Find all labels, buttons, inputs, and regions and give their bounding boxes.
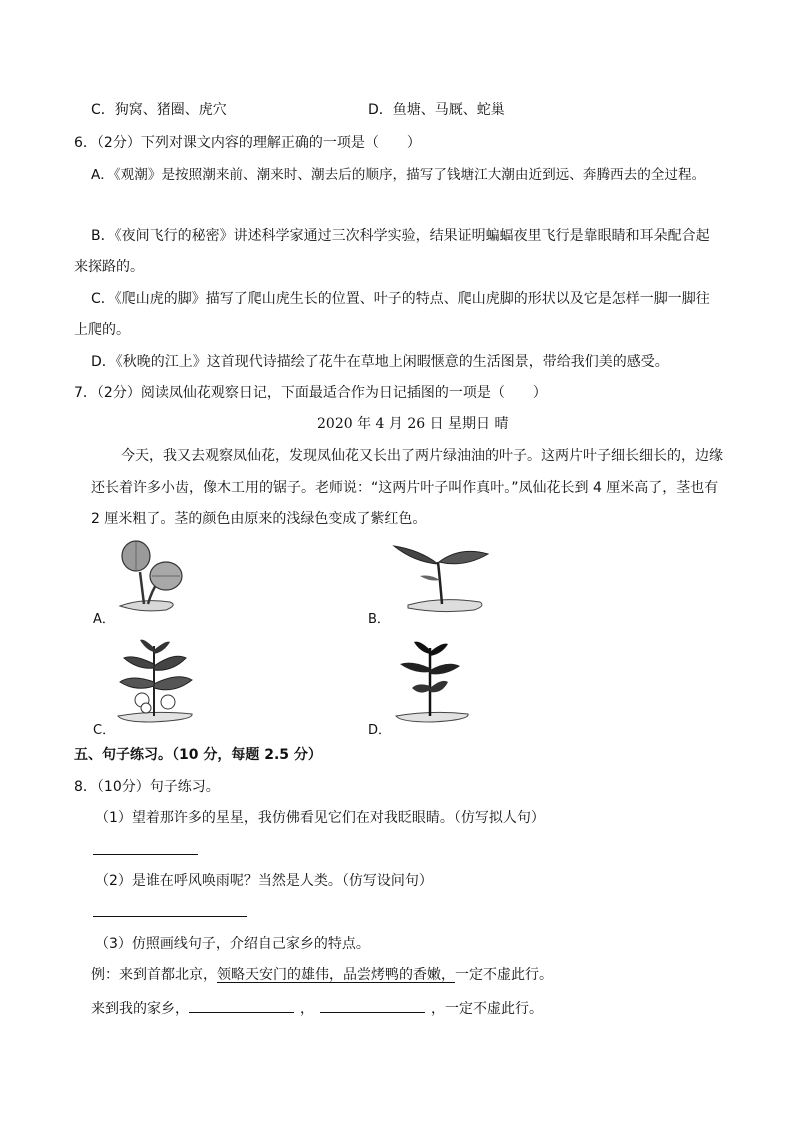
image-c-label: C．: [93, 723, 116, 738]
q8-stem: 8．（10分）句子练习。: [74, 779, 220, 795]
diary-date: 2020 年 4 月 26 日 星期日 晴: [317, 416, 509, 432]
example-prefix: 例：来到首都北京，: [91, 967, 217, 983]
diary-para-line1: 今天，我又去观察凤仙花，发现凤仙花又长出了两片绿油油的叶子。这两片叶子细长细长的，边缘: [121, 448, 723, 464]
example-underlined: 领略天安门的雄伟，品尝烤鸭的香嫩，: [217, 967, 455, 983]
q5-option-c: C．狗窝、猪圈、虎穴: [91, 102, 227, 118]
q6-option-b-line2: 来探路的。: [74, 259, 144, 275]
plant-image-a[interactable]: [112, 540, 192, 615]
q8-sub3: （3）仿照画线句子，介绍自己家乡的特点。: [95, 936, 370, 952]
q6-option-c-line2: 上爬的。: [74, 322, 130, 338]
image-a-label: A．: [93, 612, 115, 627]
fill-prefix: 来到我的家乡，: [91, 1001, 189, 1017]
q5-option-d: D．鱼塘、马厩、蛇巢: [368, 102, 505, 118]
fill-suffix: ，一定不虚此行。: [431, 1001, 543, 1017]
fill-blank-2[interactable]: [320, 998, 425, 1013]
image-d-label: D．: [368, 723, 392, 738]
fill-blank-1[interactable]: [189, 998, 294, 1013]
image-b-label: B．: [368, 612, 390, 627]
section-5-heading: 五、句子练习。（10 分，每题 2.5 分）: [74, 747, 322, 763]
example-sentence: [91, 965, 553, 985]
fill-sentence: [91, 998, 543, 1019]
q6-option-d: D．《秋晚的江上》这首现代诗描绘了花牛在草地上闲暇惬意的生活图景，带给我们美的感受。: [91, 354, 669, 370]
plant-image-b[interactable]: [390, 540, 490, 615]
diary-para-line3: 2 厘米粗了。茎的颜色由原来的浅绿色变成了紫红色。: [91, 511, 427, 527]
q7-stem: 7．（2分）阅读凤仙花观察日记，下面最适合作为日记插图的一项是（ ）: [74, 385, 547, 401]
q6-stem: 6．（2分）下列对课文内容的理解正确的一项是（ ）: [74, 135, 421, 151]
q6-option-b-line1: B．《夜间飞行的秘密》讲述科学家通过三次科学实验，结果证明蝙蝠夜里飞行是靠眼睛和耳朵配合起: [91, 228, 710, 244]
answer-line-1[interactable]: [93, 854, 198, 855]
q8-sub2: （2）是谁在呼风唤雨呢？当然是人类。（仿写设问句）: [95, 873, 433, 889]
q8-sub1: （1）望着那许多的星星，我仿佛看见它们在对我眨眼睛。（仿写拟人句）: [95, 810, 545, 826]
q6-option-c-line1: C．《爬山虎的脚》描写了爬山虎生长的位置、叶子的特点、爬山虎脚的形状以及它是怎样一脚一脚往: [91, 291, 710, 307]
plant-image-d[interactable]: [392, 638, 472, 723]
answer-line-2[interactable]: [93, 916, 247, 917]
q6-option-a: A．《观潮》是按照潮来前、潮来时、潮去后的顺序，描写了钱塘江大潮由近到远、奔腾西去的全过程。: [91, 167, 706, 183]
fill-comma: ，: [300, 1001, 314, 1017]
example-suffix: 一定不虚此行。: [455, 967, 553, 983]
diary-para-line2: 还长着许多小齿，像木工用的锯子。老师说：“这两片叶子叫作真叶。”凤仙花长到 4 厘米高了，茎也有: [91, 480, 719, 496]
plant-image-c[interactable]: [112, 638, 197, 723]
